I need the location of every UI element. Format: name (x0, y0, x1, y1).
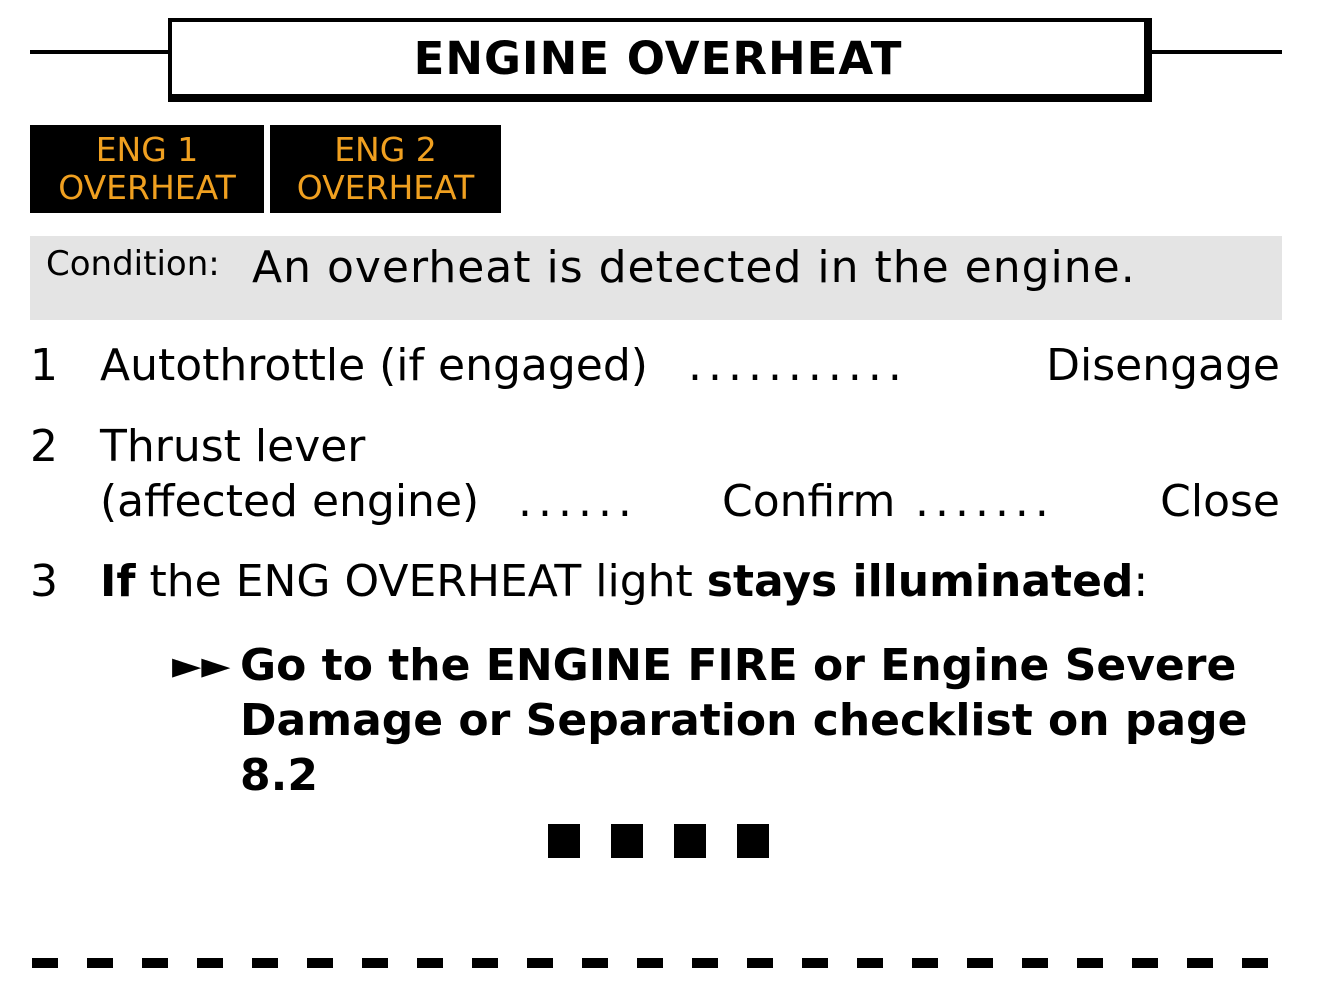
step-3-colon: : (1133, 556, 1149, 607)
step-1-item: Autothrottle (if engaged) (100, 340, 648, 391)
step-1-leader: ........... (688, 340, 908, 391)
title-rule-right (1146, 50, 1282, 54)
end-mark (611, 824, 643, 858)
goto-text: Go to the ENGINE FIRE or Engine Severe Damage or Separation checklist on page 8.2 (240, 640, 1248, 801)
step-2-action: Close (1160, 476, 1280, 527)
checklist-title (168, 18, 1152, 102)
annunciator-line2: OVERHEAT (58, 168, 236, 207)
title-rule-left (30, 50, 170, 54)
end-mark (548, 824, 580, 858)
step-2-item-line1: Thrust lever (100, 421, 366, 472)
end-mark (674, 824, 706, 858)
annunciator-line2: OVERHEAT (296, 168, 475, 207)
step-2-leader-2: ....... (915, 476, 1055, 527)
condition-box (30, 236, 1282, 320)
dashed-separator (32, 958, 1282, 968)
eng1-overheat-annunciator (30, 125, 264, 213)
step-2-leader-1: ...... (518, 476, 638, 527)
condition-text: An overheat is detected in the engine. (252, 242, 1136, 293)
goto-arrows-icon: ►► (172, 643, 231, 687)
condition-label: Condition: (46, 244, 220, 284)
end-of-checklist-marks (548, 824, 769, 858)
step-3-text (100, 556, 1148, 607)
step-3-if: If (100, 556, 136, 607)
annunciator-line1: ENG 1 (95, 130, 199, 169)
step-3-number: 3 (30, 556, 58, 607)
step-2-confirm: Confirm (722, 476, 896, 527)
end-mark (737, 824, 769, 858)
step-1-number: 1 (30, 340, 58, 391)
eng2-overheat-annunciator (270, 125, 501, 213)
step-2-number: 2 (30, 421, 58, 472)
checklist-title-text: ENGINE OVERHEAT (413, 31, 903, 85)
step-3-emphasis: stays illuminated (706, 556, 1134, 607)
step-2-item-line2: (affected engine) (100, 476, 480, 527)
step-3-middle: the ENG OVERHEAT light (135, 556, 707, 607)
annunciator-line1: ENG 2 (334, 130, 437, 169)
step-1-action: Disengage (1046, 340, 1280, 391)
